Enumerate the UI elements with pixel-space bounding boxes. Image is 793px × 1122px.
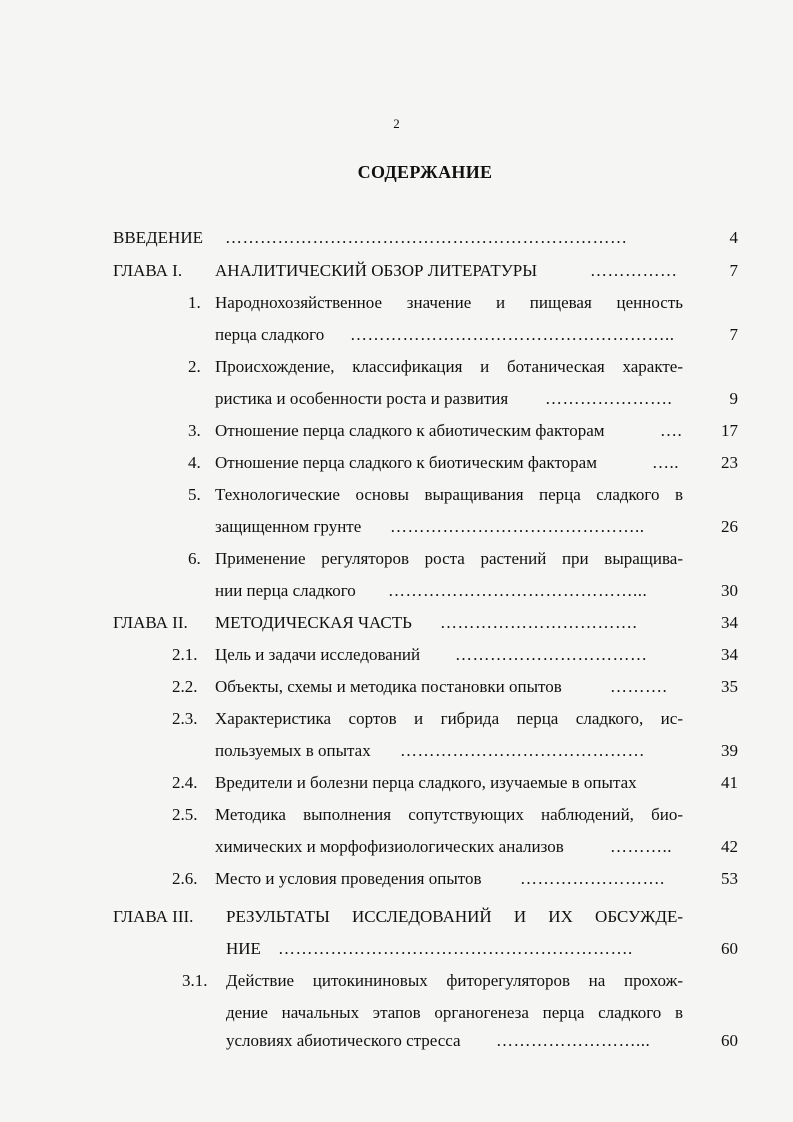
toc-s22-number: 2.2.	[172, 677, 198, 696]
toc-intro-dots: ……………………………………………………………	[225, 228, 628, 247]
toc-s25-dots: ………..	[610, 837, 672, 856]
toc-s1-page: 7	[729, 325, 738, 344]
toc-s26-dots: …………………….	[520, 869, 665, 888]
toc-s22-dots: ……….	[610, 677, 668, 696]
toc-s24-page: 41	[721, 773, 738, 792]
toc-s23-number: 2.3.	[172, 709, 198, 728]
toc-s3-line1: Отношение перца сладкого к абиотическим факторам	[215, 421, 605, 440]
toc-s3-page: 17	[721, 421, 738, 440]
toc-chapter3-number: ГЛАВА III.	[113, 907, 194, 926]
toc-s23-line2: пользуемых в опытах	[215, 741, 371, 760]
toc-s24-number: 2.4.	[172, 773, 198, 792]
toc-chapter2-number: ГЛАВА II.	[113, 613, 188, 632]
toc-s23-dots: ……………………………………	[400, 741, 645, 760]
toc-s2-dots: ………………….	[545, 389, 673, 408]
toc-s2-line2: ристика и особенности роста и развития	[215, 389, 509, 408]
toc-s31-page: 60	[721, 1031, 738, 1050]
toc-s5-line2: защищенном грунте	[215, 517, 362, 536]
toc-chapter2-dots: …………………………….	[440, 613, 638, 632]
toc-s2-page: 9	[729, 389, 738, 408]
toc-s26-line1: Место и условия проведения опытов	[215, 869, 482, 888]
toc-s31-line2: дение начальных этапов органогенеза перца сладкого в	[226, 1003, 683, 1022]
toc-s1-dots: ………………………………………………..	[350, 325, 675, 344]
toc-s21-page: 34	[721, 645, 738, 664]
toc-s4-page: 23	[721, 453, 738, 472]
toc-chapter1-dots: ……………	[590, 261, 678, 280]
toc-chapter3-dots: …………………………………………………….	[278, 939, 633, 958]
toc-s6-line1: Применение регуляторов роста растений при выращива-	[215, 549, 683, 568]
toc-intro-page: 4	[729, 228, 738, 247]
page-title: СОДЕРЖАНИЕ	[357, 162, 493, 182]
toc-s25-line1: Методика выполнения сопутствующих наблюдений, био-	[215, 805, 683, 824]
toc-chapter3-page: 60	[721, 939, 738, 958]
toc-s5-number: 5.	[188, 485, 201, 504]
toc-s26-page: 53	[721, 869, 738, 888]
toc-chapter2-page: 34	[721, 613, 738, 632]
toc-s5-page: 26	[721, 517, 738, 536]
toc-s1-line1: Народнохозяйственное значение и пищевая ценность	[215, 293, 683, 312]
toc-s31-line1: Действие цитокининовых фиторегуляторов на прохож-	[226, 971, 683, 990]
toc-s1-line2: перца сладкого	[215, 325, 325, 344]
toc-s25-line2: химических и морфофизиологических анализов	[215, 837, 564, 856]
toc-s2-number: 2.	[188, 357, 201, 376]
toc-s5-line1: Технологические основы выращивания перца сладкого в	[215, 485, 683, 504]
toc-chapter1-page: 7	[729, 261, 738, 280]
toc-s31-dots: ……………………...	[496, 1031, 651, 1050]
toc-s22-page: 35	[721, 677, 738, 696]
toc-chapter2-label: МЕТОДИЧЕСКАЯ ЧАСТЬ	[215, 613, 412, 632]
toc-s4-dots: …..	[652, 453, 679, 472]
toc-s31-number: 3.1.	[182, 971, 208, 990]
toc-intro-label: ВВЕДЕНИЕ	[113, 228, 203, 247]
toc-s6-line2: нии перца сладкого	[215, 581, 356, 600]
page-number: 2	[393, 116, 400, 131]
toc-s4-number: 4.	[188, 453, 201, 472]
toc-s22-line1: Объекты, схемы и методика постановки опытов	[215, 677, 562, 696]
toc-s4-line1: Отношение перца сладкого к биотическим факторам	[215, 453, 597, 472]
toc-s2-line1: Происхождение, классификация и ботаническая характе-	[215, 357, 683, 376]
toc-s21-dots: ……………………………	[455, 645, 648, 664]
toc-s3-number: 3.	[188, 421, 201, 440]
toc-s1-number: 1.	[188, 293, 201, 312]
toc-s24-line1: Вредители и болезни перца сладкого, изучаемые в опытах	[215, 773, 637, 792]
toc-s23-page: 39	[721, 741, 738, 760]
toc-s3-dots: ….	[660, 421, 683, 440]
toc-s26-number: 2.6.	[172, 869, 198, 888]
toc-s25-page: 42	[721, 837, 738, 856]
toc-s23-line1: Характеристика сортов и гибрида перца сладкого, ис-	[215, 709, 683, 728]
toc-chapter3-line1: РЕЗУЛЬТАТЫ ИССЛЕДОВАНИЙ И ИХ ОБСУЖДЕ-	[226, 907, 683, 926]
toc-s25-number: 2.5.	[172, 805, 198, 824]
toc-s21-number: 2.1.	[172, 645, 198, 664]
toc-s6-page: 30	[721, 581, 738, 600]
toc-s21-line1: Цель и задачи исследований	[215, 645, 421, 664]
toc-chapter1-label: АНАЛИТИЧЕСКИЙ ОБЗОР ЛИТЕРАТУРЫ	[215, 261, 538, 280]
toc-chapter3-line2: НИЕ	[226, 939, 261, 958]
toc-s6-dots: ……………………………………...	[388, 581, 648, 600]
toc-s6-number: 6.	[188, 549, 201, 568]
toc-s5-dots: ……………………………………..	[390, 517, 645, 536]
toc-s31-line3: условиях абиотического стресса	[226, 1031, 461, 1050]
toc-chapter1-number: ГЛАВА I.	[113, 261, 183, 280]
